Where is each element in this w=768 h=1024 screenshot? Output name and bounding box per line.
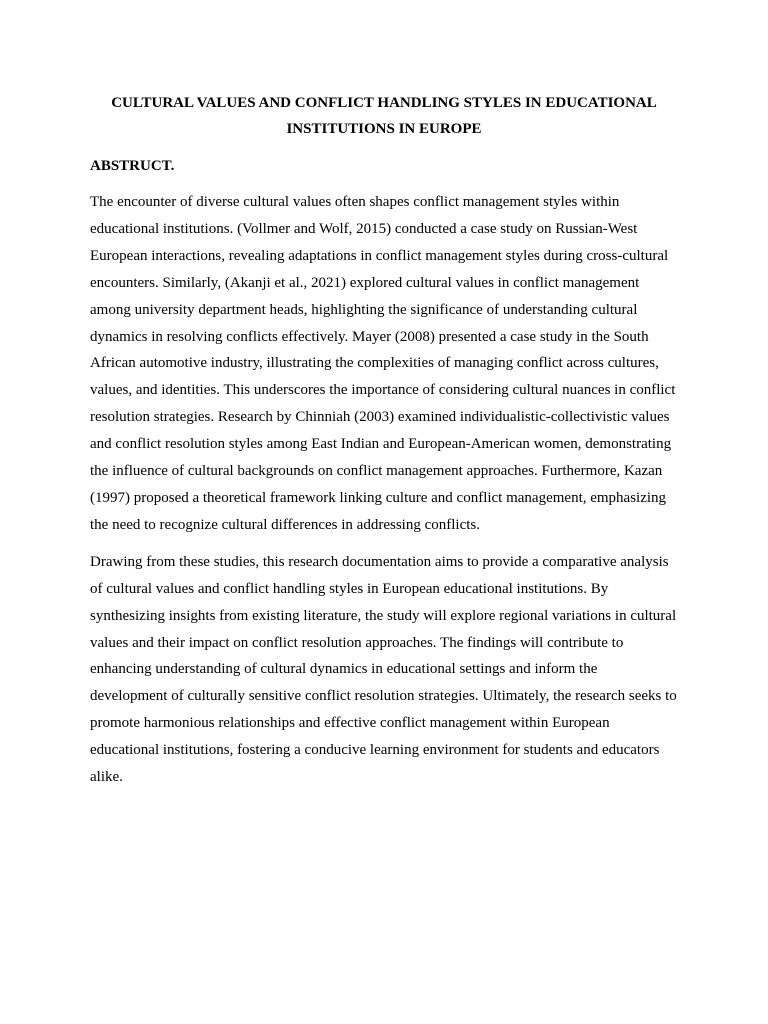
abstract-paragraph-2: Drawing from these studies, this research documentation aims to provide a comparative analysis of cultural values and conflict handling styles in European educational institutions. By synthesizing insights from existing literature, the study will explore regional variations in cultural values and their impact on conflict resolution approaches. The findings will contribute to enhancing understanding of cultural dynamics in educational settings and inform the development of culturally sensitive conflict resolution strategies. Ultimately, the research seeks to promote harmonious relationships and effective conflict management within European educational institutions, fostering a conducive learning environment for students and educators alike. xyxy=(90,553,677,786)
document-title: CULTURAL VALUES AND CONFLICT HANDLING STYLES IN EDUCATIONAL INSTITUTIONS IN EUROPE xyxy=(111,95,657,137)
document-body xyxy=(90,91,678,791)
abstract-paragraph-1: The encounter of diverse cultural values often shapes conflict management styles within educational institutions. (Vollmer and Wolf, 2015) conducted a case study on Russian-West European interactions, revealing adaptations in conflict management styles during cross-cultural encounters. Similarly, (Akanji et al., 2021) explored cultural values in conflict management among university department heads, highlighting the significance of understanding cultural dynamics in resolving conflicts effectively. Mayer (2008) presented a case study in the South African automotive industry, illustrating the complexities of managing conflict across cultures, values, and identities. This underscores the importance of considering cultural nuances in conflict resolution strategies. Research by Chinniah (2003) examined individualistic-collectivistic values and conflict resolution styles among East Indian and European-American women, demonstrating the influence of cultural backgrounds on conflict management approaches. Furthermore, Kazan (1997) proposed a theoretical framework linking culture and conflict management, emphasizing the need to recognize cultural differences in addressing conflicts. xyxy=(90,194,676,533)
abstract-heading: ABSTRUCT. xyxy=(90,158,175,174)
